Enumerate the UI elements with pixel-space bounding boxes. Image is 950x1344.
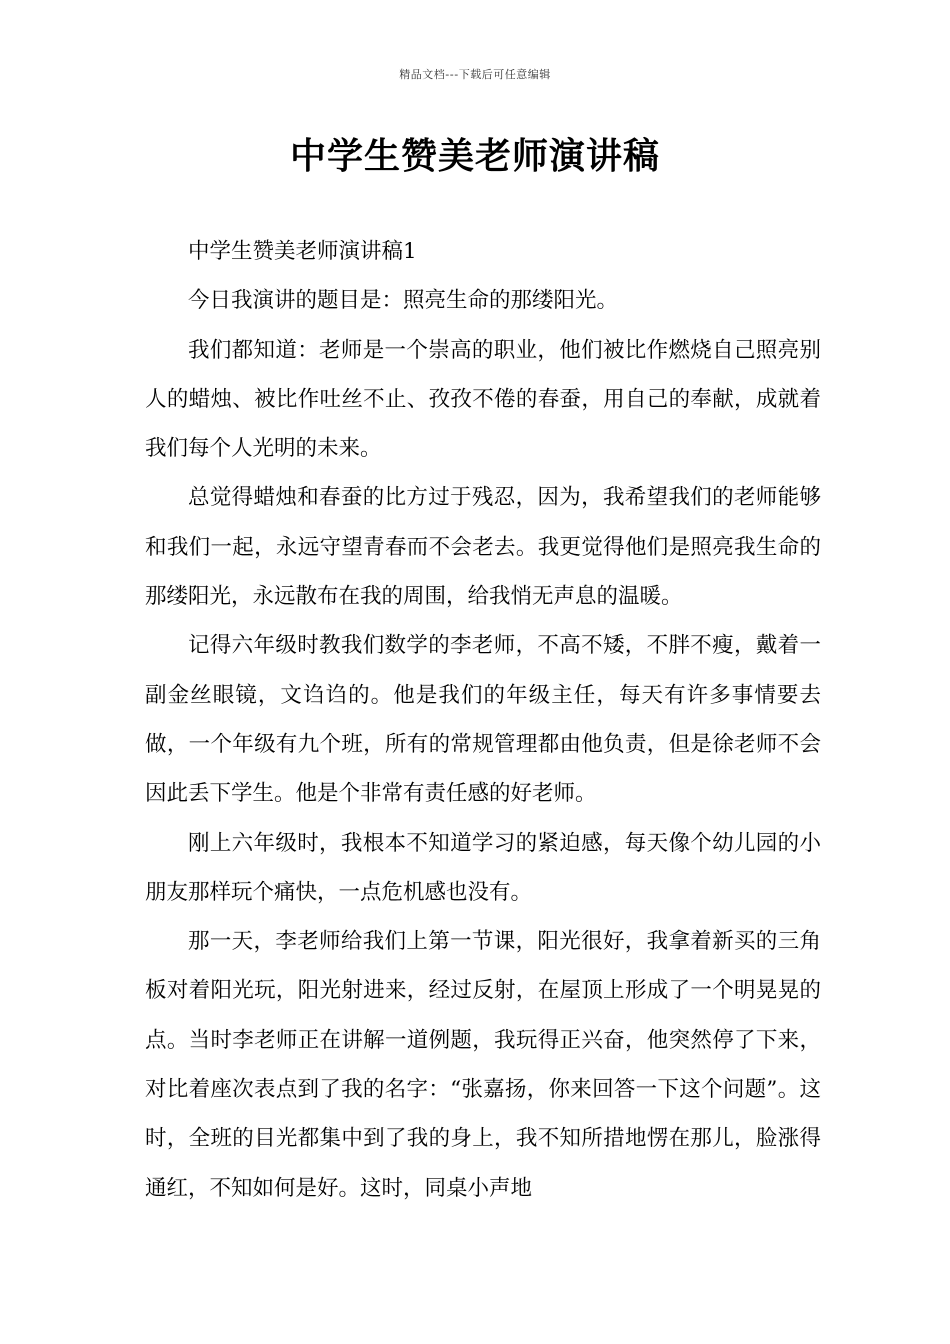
paragraph: 中学生赞美老师演讲稿1 — [188, 239, 417, 264]
paragraph: 我们都知道：老师是一个崇高的职业，他们被比作燃烧自己照亮别人的蜡烛、被比作吐丝不止、孜孜不倦的春蚕，用自己的奉献，成就着我们每个人光明的未来。 — [145, 337, 821, 462]
document-body — [145, 227, 821, 1213]
header-note: 精品文档---下载后可任意编辑 — [399, 68, 551, 81]
document-title: 中学生赞美老师演讲稿 — [289, 136, 660, 177]
paragraph: 刚上六年级时，我根本不知道学习的紧迫感，每天像个幼儿园的小朋友那样玩个痛快，一点危机感也没有。 — [145, 830, 821, 905]
paragraph: 今日我演讲的题目是：照亮生命的那缕阳光。 — [188, 288, 619, 314]
paragraph: 记得六年级时教我们数学的李老师，不高不矮，不胖不瘦，戴着一副金丝眼镜，文诌诌的。他是我们的年级主任，每天有许多事情要去做，一个年级有九个班，所有的常规管理都由他负责，但是徐老师不会因此丢下学生。他是个非常有责任感的好老师。 — [145, 633, 821, 807]
paragraph: 那一天，李老师给我们上第一节课，阳光很好，我拿着新买的三角板对着阳光玩，阳光射进来，经过反射，在屋顶上形成了一个明晃晃的点。当时李老师正在讲解一道例题，我玩得正兴奋，他突然停了下来，对比着座次表点到了我的名字：“张嘉扬，你来回答一下这个问题”。这时，全班的目光都集中到了我的身上，我不知所措地愣在那儿，脸涨得通红，不知如何是好。这时，同桌小声地 — [145, 929, 821, 1201]
paragraph: 总觉得蜡烛和春蚕的比方过于残忍，因为，我希望我们的老师能够和我们一起，永远守望青春而不会老去。我更觉得他们是照亮我生命的那缕阳光，永远散布在我的周围，给我悄无声息的温暖。 — [145, 485, 821, 610]
